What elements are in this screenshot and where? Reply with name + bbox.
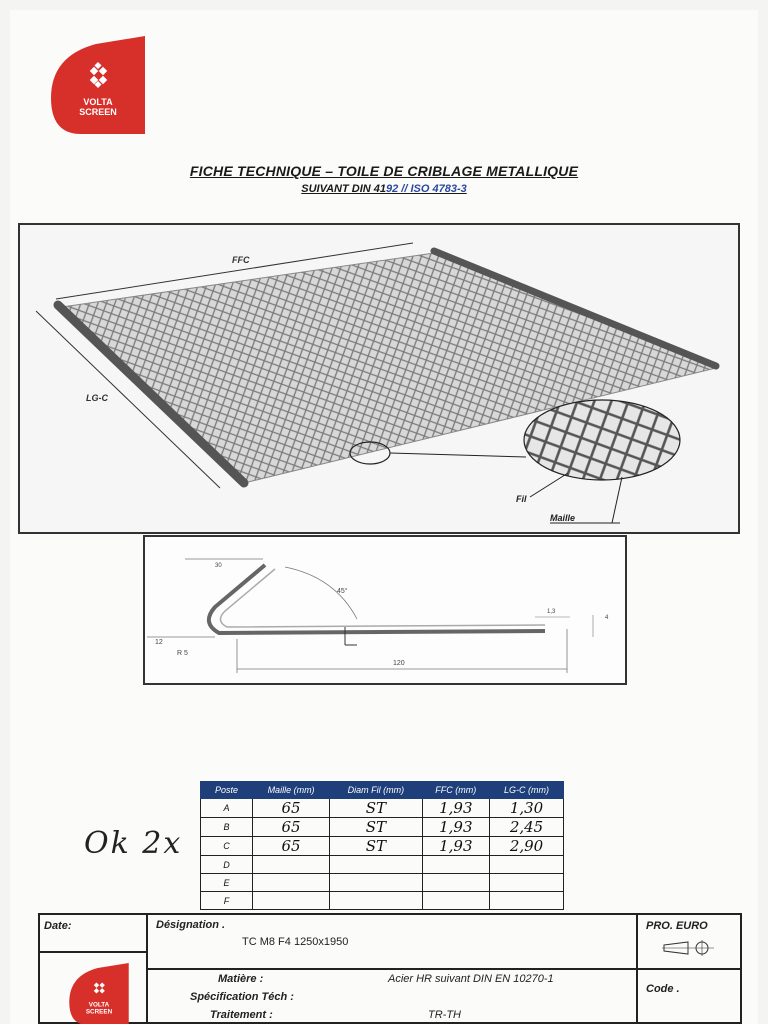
poste-cell: D bbox=[201, 856, 253, 874]
document-subtitle bbox=[0, 183, 768, 195]
dim-1-3: 1,3 bbox=[547, 609, 556, 615]
subtitle-handwritten: 92 // ISO 4783-3 bbox=[386, 183, 467, 195]
diam-cell: ST bbox=[330, 837, 422, 856]
matiere-value: Acier HR suivant DIN EN 10270-1 bbox=[388, 973, 554, 985]
diam-cell bbox=[330, 856, 422, 874]
col-ffc: FFC (mm) bbox=[422, 782, 489, 799]
diam-cell bbox=[330, 874, 422, 892]
table-header-row bbox=[201, 782, 564, 799]
poste-cell: F bbox=[201, 892, 253, 910]
hook-profile-figure bbox=[143, 535, 627, 685]
lgc-cell: 2,90 bbox=[490, 837, 564, 856]
hook-profile-drawing bbox=[145, 537, 625, 683]
mesh-panel-drawing bbox=[20, 225, 738, 532]
designation-label: Désignation . bbox=[156, 919, 226, 931]
title-block-divider bbox=[146, 968, 636, 970]
poste-cell: B bbox=[201, 818, 253, 837]
poste-table-wrap bbox=[200, 781, 564, 910]
dim-120: 120 bbox=[393, 660, 405, 667]
footer-logo bbox=[66, 963, 132, 1024]
title-block-divider bbox=[40, 951, 146, 953]
projection-symbol-icon bbox=[662, 939, 716, 959]
title-block-divider bbox=[636, 968, 742, 970]
lgc-cell bbox=[490, 856, 564, 874]
col-lgc: LG-C (mm) bbox=[490, 782, 564, 799]
subtitle-printed: SUIVANT DIN 41 bbox=[301, 183, 387, 195]
maille-cell bbox=[253, 892, 330, 910]
table-row bbox=[201, 799, 564, 818]
diam-cell: ST bbox=[330, 818, 422, 837]
diam-cell: ST bbox=[330, 799, 422, 818]
maille-cell: 65 bbox=[253, 837, 330, 856]
dim-r5: R 5 bbox=[177, 650, 188, 657]
lgc-label: LG-C bbox=[86, 393, 108, 403]
col-diam-fil: Diam Fil (mm) bbox=[330, 782, 422, 799]
ffc-cell: 1,93 bbox=[422, 818, 489, 837]
table-row bbox=[201, 837, 564, 856]
volta-screen-logo bbox=[51, 36, 145, 134]
code-label: Code . bbox=[646, 983, 680, 995]
col-poste: Poste bbox=[201, 782, 253, 799]
table-row bbox=[201, 892, 564, 910]
maille-label: Maille bbox=[550, 513, 576, 523]
lgc-cell bbox=[490, 892, 564, 910]
table-row bbox=[201, 856, 564, 874]
poste-table bbox=[200, 781, 564, 910]
ffc-cell bbox=[422, 856, 489, 874]
footer-logo-text-line2: SCREEN bbox=[85, 1008, 113, 1016]
table-row bbox=[201, 874, 564, 892]
dim-4: 4 bbox=[605, 615, 609, 621]
ffc-cell: 1,93 bbox=[422, 837, 489, 856]
poste-cell: C bbox=[201, 837, 253, 856]
footer-logo-text-line1: VOLTA bbox=[88, 1001, 110, 1009]
handwritten-note: Ok 2x bbox=[84, 826, 183, 861]
ffc-cell bbox=[422, 892, 489, 910]
col-maille: Maille (mm) bbox=[253, 782, 330, 799]
maille-cell bbox=[253, 874, 330, 892]
poste-cell: E bbox=[201, 874, 253, 892]
ffc-label: FFC bbox=[232, 255, 250, 265]
ffc-cell bbox=[422, 874, 489, 892]
maille-cell bbox=[253, 856, 330, 874]
pro-euro-label: PRO. EURO bbox=[646, 920, 708, 932]
diam-cell bbox=[330, 892, 422, 910]
lgc-cell: 1,30 bbox=[490, 799, 564, 818]
date-label: Date: bbox=[44, 920, 72, 932]
table-row bbox=[201, 818, 564, 837]
fil-label: Fil bbox=[516, 494, 527, 504]
ffc-cell: 1,93 bbox=[422, 799, 489, 818]
traitement-label: Traitement : bbox=[210, 1009, 273, 1021]
poste-cell: A bbox=[201, 799, 253, 818]
lgc-cell: 2,45 bbox=[490, 818, 564, 837]
logo-text-line1: VOLTA bbox=[83, 97, 113, 107]
maille-cell: 65 bbox=[253, 799, 330, 818]
traitement-value: TR-TH bbox=[428, 1009, 461, 1021]
dim-12: 12 bbox=[155, 639, 163, 646]
dim-45: 45° bbox=[337, 588, 348, 595]
designation-value: TC M8 F4 1250x1950 bbox=[242, 936, 349, 948]
lgc-cell bbox=[490, 874, 564, 892]
title-block bbox=[38, 913, 742, 1024]
dim-30: 30 bbox=[215, 563, 222, 569]
document-title: FICHE TECHNIQUE – TOILE DE CRIBLAGE METALLIQUE bbox=[189, 163, 579, 179]
maille-cell: 65 bbox=[253, 818, 330, 837]
mesh-panel-figure bbox=[18, 223, 740, 534]
specification-label: Spécification Téch : bbox=[190, 991, 294, 1003]
matiere-label: Matière : bbox=[218, 973, 264, 985]
logo-text-line2: SCREEN bbox=[79, 107, 117, 117]
